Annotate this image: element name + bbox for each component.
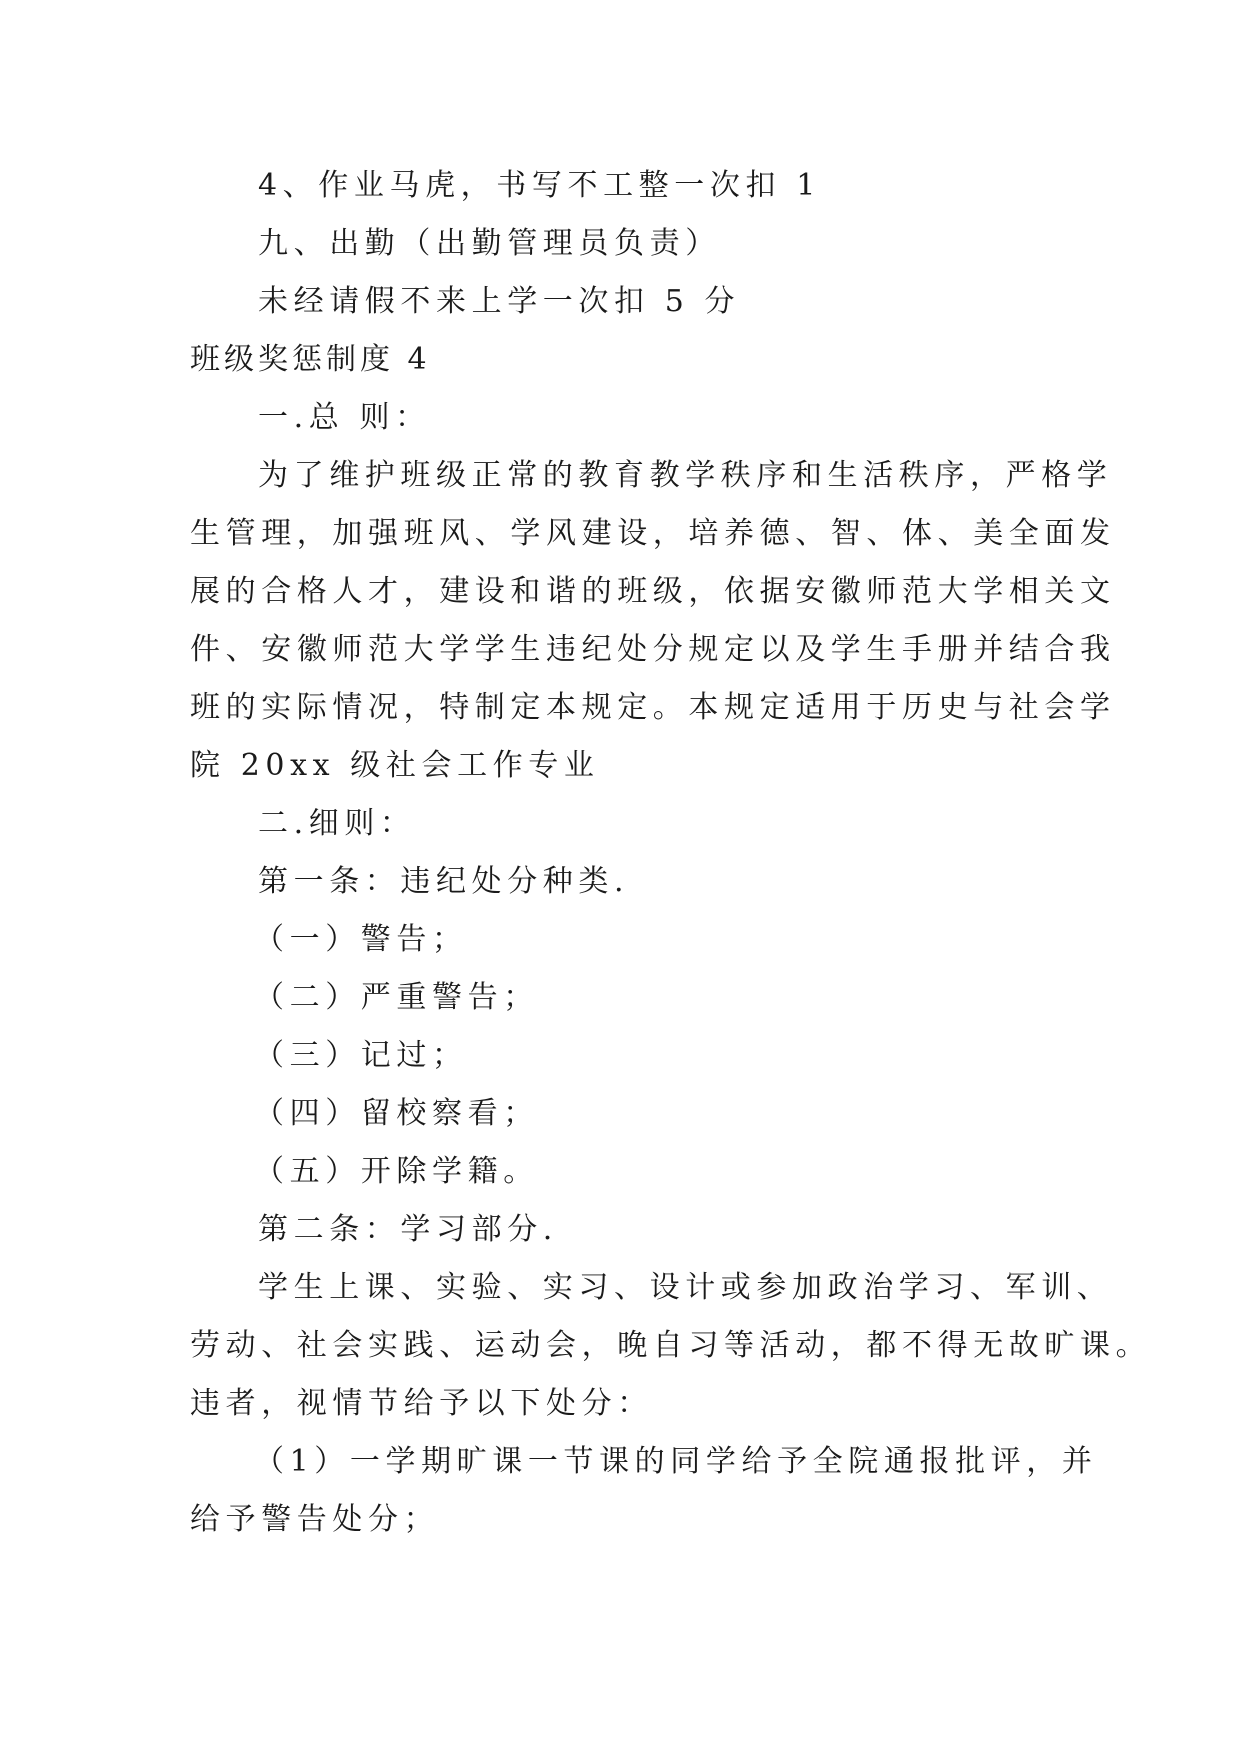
paragraph-line: 院 20xx 级社会工作专业 (190, 748, 600, 783)
section-heading: 九、出勤（出勤管理员负责） (258, 226, 721, 261)
paragraph-line: 展的合格人才，建设和谐的班级，依据安徽师范大学相关文 (190, 574, 1116, 609)
paragraph-line: 生管理，加强班风、学风建设，培养德、智、体、美全面发 (190, 516, 1116, 551)
section-heading: 二.细则： (258, 806, 416, 841)
paragraph-line: （1）一学期旷课一节课的同学给予全院通报批评，并 (254, 1444, 1098, 1479)
paragraph-line: 件、安徽师范大学学生违纪处分规定以及学生手册并结合我 (190, 632, 1116, 667)
list-item: （三）记过； (254, 1038, 468, 1073)
document-title: 班级奖惩制度 4 (190, 342, 431, 377)
paragraph-line: 学生上课、实验、实习、设计或参加政治学习、军训、 (258, 1270, 1113, 1305)
section-heading: 一.总 则： (258, 400, 431, 435)
article-heading: 第二条：学习部分. (258, 1212, 558, 1247)
paragraph-line: 为了维护班级正常的教育教学秩序和生活秩序，严格学 (258, 458, 1113, 493)
text-line: 4、作业马虎，书写不工整一次扣 1 (258, 168, 821, 203)
article-heading: 第一条：违纪处分种类. (258, 864, 630, 899)
list-item: （五）开除学籍。 (254, 1154, 539, 1189)
text-line: 未经请假不来上学一次扣 5 分 (258, 284, 741, 319)
paragraph-line: 给予警告处分； (190, 1502, 440, 1537)
paragraph-line: 班的实际情况，特制定本规定。本规定适用于历史与社会学 (190, 690, 1116, 725)
list-item: （四）留校察看； (254, 1096, 539, 1131)
list-item: （一）警告； (254, 922, 468, 957)
paragraph-line: 劳动、社会实践、运动会，晚自习等活动，都不得无故旷课。 (190, 1328, 1152, 1363)
list-item: （二）严重警告； (254, 980, 539, 1015)
paragraph-line: 违者，视情节给予以下处分： (190, 1386, 653, 1421)
